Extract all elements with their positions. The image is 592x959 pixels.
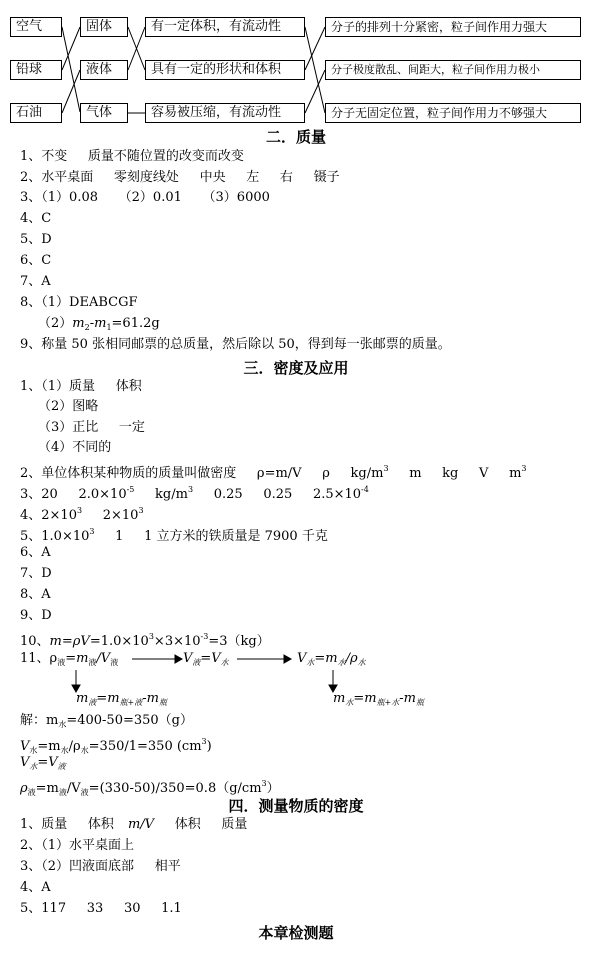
match-col2-item-1: 液体: [80, 60, 128, 80]
formula-mass-water: $m_水=m_{瓶+水}-m_瓶$: [333, 691, 424, 707]
solution-line: $V_水=m_水/\rho_水=350/1=350$ $(cm^3)$: [20, 737, 212, 755]
chapter-test-title: 本章检测题: [258, 924, 334, 942]
answer-line: 1、不变 质量不随位置的改变而改变: [20, 149, 244, 164]
formula-volume-water: $V_水=m_水/\rho_水$: [297, 651, 366, 667]
answer-line: 4、A: [20, 880, 51, 895]
answer-line: 1、（1）质量 体积: [20, 379, 142, 394]
formula-mass-liquid: $m_液=m_{瓶+液}-m_瓶$: [76, 691, 167, 707]
answer-line: 4、$2\times 10^3$ $2\times 10^3$: [20, 506, 144, 523]
answer-line: 10、$m=\rho V=1.0\times 10^3\times 3\times 10^{-3}=3(kg)$: [20, 632, 270, 649]
answer-line: 4、C: [20, 211, 52, 226]
match-col2-item-0: 固体: [80, 17, 128, 37]
answer-line: （3）正比 一定: [38, 420, 145, 435]
answer-line: 2、单位体积某种物质的质量叫做密度 ρ=m/V ρ $kg/m^3$ m kg V $m^3$: [20, 464, 527, 481]
solution-line: 解：$m_水=400-50=350(g)$: [20, 713, 193, 729]
match-col4-item-0: 分子的排列十分紧密，粒子间作用力强大: [325, 17, 581, 37]
answer-line: 3、（2）凹液面底部 相平: [20, 859, 181, 874]
answer-line: 3、（1）0.08 （2）0.01 （3）6000: [20, 190, 270, 205]
answer-line: 8、（1）DEABCGF: [20, 295, 138, 310]
answer-line: （2）图略: [38, 399, 99, 414]
answer-line: 5、117 33 30 1.1: [20, 901, 182, 916]
section-title-measure-density: 四．测量物质的密度: [228, 797, 364, 815]
answer-line: 2、（1）水平桌面上: [20, 838, 135, 853]
match-col4-item-1: 分子极度散乱、间距大，粒子间作用力极小: [325, 60, 581, 80]
section-title-mass: 二．质量: [265, 128, 326, 146]
match-col4-item-2: 分子无固定位置，粒子间作用力不够强大: [325, 103, 581, 123]
answer-line: 7、A: [20, 274, 51, 289]
answer-line: 7、D: [20, 566, 52, 581]
match-col3-item-1: 具有一定的形状和体积: [145, 60, 305, 80]
answer-line: 9、称量 50 张相同邮票的总质量，然后除以 50，得到每一张邮票的质量。: [20, 337, 451, 352]
section-title-density: 三．密度及应用: [243, 359, 349, 377]
answer-line: 9、D: [20, 608, 52, 623]
answer-line: 5、D: [20, 232, 52, 247]
match-col2-item-2: 气体: [80, 103, 128, 123]
answer-line: 3、20 $2.0\times 10^{-5}$ $kg/m^3$ 0.25 0.25 $2.5\times 10^{-4}$: [20, 485, 369, 502]
answer-line: 1、质量 体积 m/V 体积 质量: [20, 817, 248, 832]
formula-density-liquid: 11、$\rho_液=m_液/V_液$: [20, 651, 119, 667]
answer-line: 5、$1.0\times 10^3$ 1 1 立方米的铁质量是 7900 千克: [20, 527, 328, 544]
answer-line: 6、A: [20, 545, 51, 560]
answer-line: （4）不同的: [38, 440, 112, 455]
match-col1-item-1: 铅球: [10, 60, 62, 80]
match-col1-item-0: 空气: [10, 17, 62, 37]
match-col3-item-0: 有一定体积，有流动性: [145, 17, 305, 37]
answer-line: 6、C: [20, 253, 52, 268]
formula-volume-liquid: $V_液=V_水$: [183, 651, 229, 667]
match-col1-item-2: 石油: [10, 103, 62, 123]
solution-line: $V_水=V_液$: [20, 755, 66, 771]
match-col3-item-2: 容易被压缩，有流动性: [145, 103, 305, 123]
solution-line: $\rho_液=m_液/V_液=(330-50)/350=0.8(g/cm^3)$: [20, 779, 280, 797]
answer-line: 2、水平桌面 零刻度线处 中央 左 右 镊子: [20, 170, 340, 185]
answer-line: $(2)m_2-m_1=61.2g$: [38, 316, 160, 332]
answer-line: 8、A: [20, 587, 51, 602]
